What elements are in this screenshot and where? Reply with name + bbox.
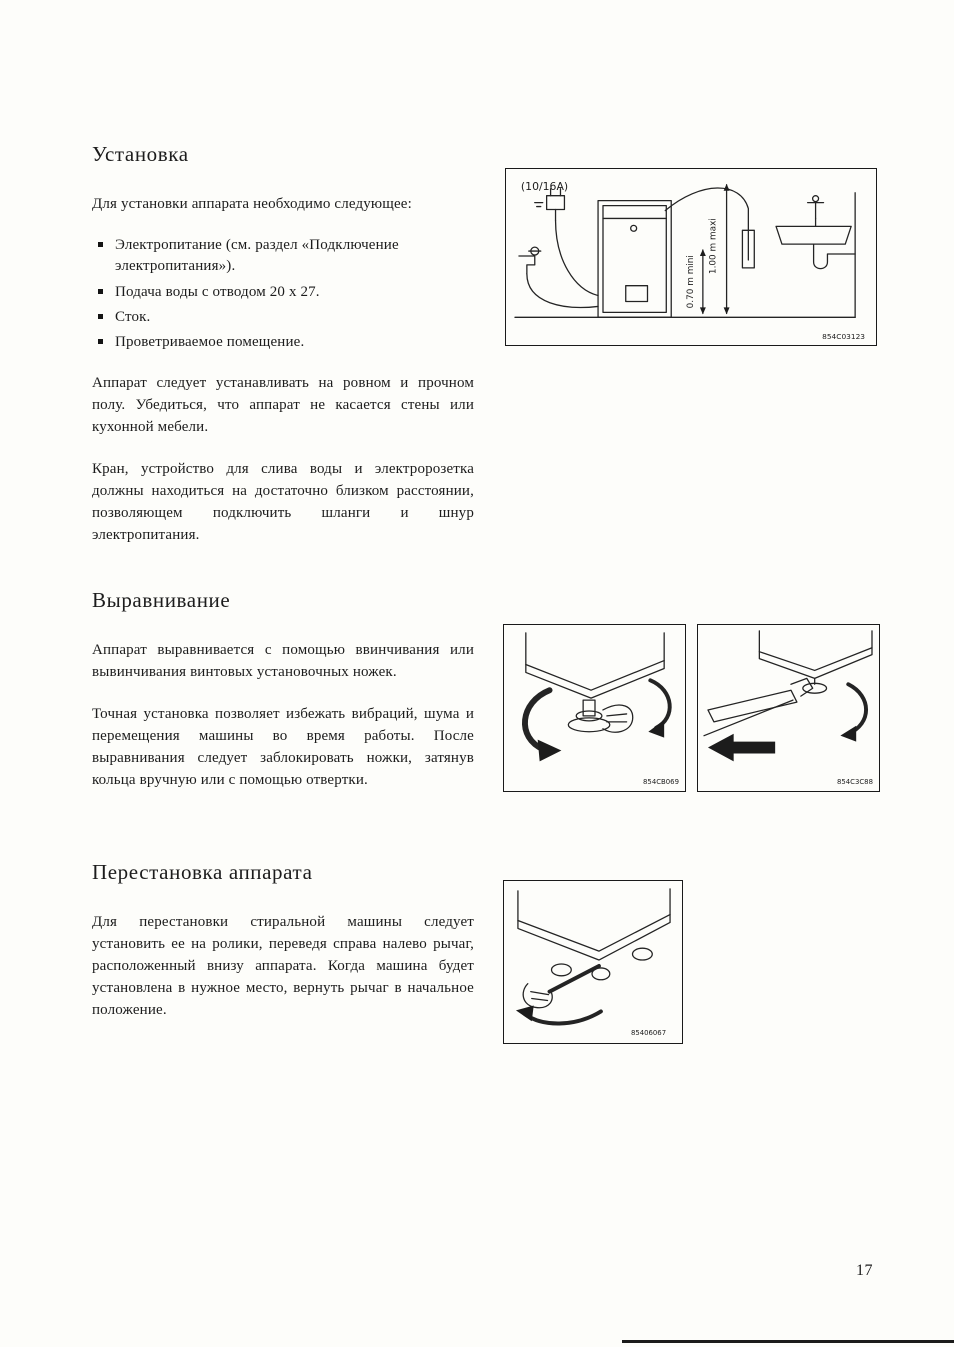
list-item bbox=[98, 332, 474, 353]
leveling-paragraph-1: Аппарат выравнивается с помощью ввинчивания или вывинчивания винтовых установочных ножек. bbox=[92, 642, 474, 681]
dimension-max-label: 1.00 m maxi bbox=[708, 218, 719, 275]
bullet-square-icon bbox=[98, 242, 103, 247]
installation-figure bbox=[505, 168, 877, 346]
moving-paragraph-1: Для перестановки стиральной машины следует установить ее на ролики, переведя справа налево рычаг, расположенный внизу аппарата. Когда машина будет установлена в нужное место, вернуть рычаг в начальное положение. bbox=[92, 914, 474, 1019]
bullet-square-icon bbox=[98, 289, 103, 294]
figure-code: 854C03123 bbox=[822, 332, 866, 342]
moving-lever-diagram bbox=[504, 881, 682, 1043]
leveling-hand-diagram bbox=[504, 625, 685, 791]
list-item-text: Подача воды с отводом 20 х 27. bbox=[115, 283, 320, 300]
list-item-text: Сток. bbox=[115, 308, 151, 325]
leveling-figure-hand bbox=[503, 624, 686, 792]
moving-figure bbox=[503, 880, 683, 1044]
figure-code: 85406067 bbox=[630, 1029, 667, 1038]
requirements-list bbox=[98, 235, 474, 353]
leveling-paragraph-2: Точная установка позволяет избежать вибраций, шума и перемещения машины во время работы. После выравнивания следует заблокировать ножки, затянув кольца вручную или с помощью отвертки. bbox=[92, 706, 474, 789]
footer-rule bbox=[622, 1340, 954, 1343]
leveling-title: Выравнивание bbox=[92, 588, 231, 612]
bullet-square-icon bbox=[98, 314, 103, 319]
dimension-min-label: 0.70 m mini bbox=[685, 255, 696, 309]
list-item bbox=[98, 307, 474, 328]
installation-title: Установка bbox=[92, 142, 189, 166]
leveling-wrench-diagram bbox=[698, 625, 879, 791]
installation-paragraph-2: Кран, устройство для слива воды и электророзетка должны находиться на достаточно близком расстоянии, позволяющем подключить шланги и шнур электропитания. bbox=[92, 460, 474, 543]
section-installation bbox=[92, 142, 474, 566]
bullet-square-icon bbox=[98, 339, 103, 344]
list-item bbox=[98, 235, 474, 278]
page-number: 17 bbox=[856, 1262, 873, 1279]
section-moving bbox=[92, 860, 474, 1041]
plug-rating-label: (10/16A) bbox=[520, 179, 569, 193]
section-leveling bbox=[92, 588, 474, 811]
moving-title: Перестановка аппарата bbox=[92, 860, 313, 884]
figure-code: 854C3C88 bbox=[836, 778, 873, 787]
installation-diagram bbox=[506, 169, 876, 345]
leveling-figure-wrench bbox=[697, 624, 880, 792]
list-item-text: Электропитание (см. раздел «Подключение электропитания»). bbox=[115, 237, 399, 275]
figure-code: 854CB069 bbox=[643, 778, 679, 787]
list-item-text: Проветриваемое помещение. bbox=[115, 334, 305, 351]
list-item bbox=[98, 282, 474, 303]
installation-intro: Для установки аппарата необходимо следующее: bbox=[92, 196, 412, 212]
installation-paragraph-1: Аппарат следует устанавливать на ровном и прочном полу. Убедиться, что аппарат не касается стены или кухонной мебели. bbox=[92, 374, 474, 435]
